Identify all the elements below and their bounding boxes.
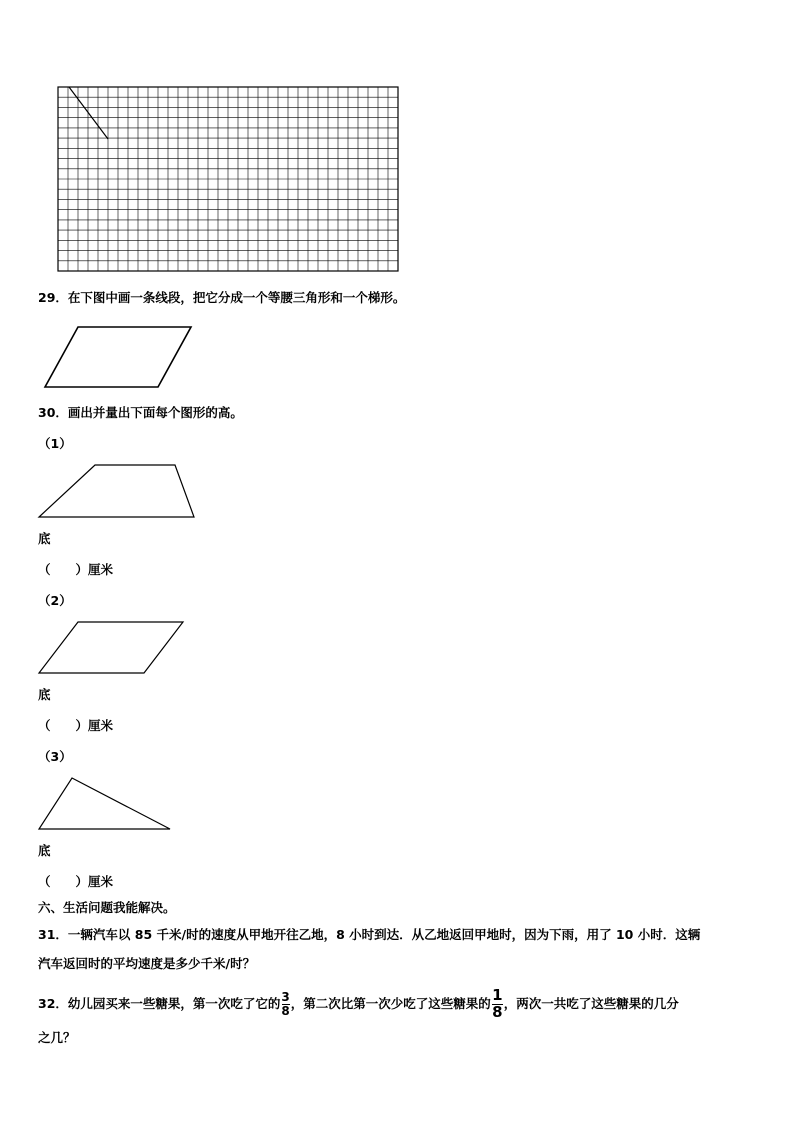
answer-blank-1: （ ）厘米: [38, 562, 114, 577]
part-label-3: （3）: [38, 749, 72, 764]
question-31-line2: 汽车返回时的平均速度是多少千米/时？: [38, 956, 256, 971]
question-31: [38, 929, 700, 942]
section-heading: 六、生活问题我能解决。: [38, 900, 176, 915]
question-number: 32．: [38, 996, 68, 1011]
question-text-line1: 一辆汽车以 85 千米/时的速度从甲地开往乙地，8 小时到达．从乙地返回甲地时，因为下雨，用了 10 小时．这辆: [67, 927, 701, 942]
fraction-3-8: $\frac{3}{8}$: [281, 990, 290, 1018]
question-number: 29．: [38, 290, 68, 305]
base-label-2: 底: [38, 687, 51, 702]
question-text-b: ，第二次比第一次少吃了这些糖果的: [290, 996, 491, 1011]
question-number: 31．: [38, 927, 68, 942]
question-text-a: 幼儿园买来一些糖果，第一次吃了它的: [67, 996, 281, 1011]
question-text: 画出并量出下面每个图形的高。: [67, 405, 243, 420]
question-32: [38, 986, 679, 1022]
answer-blank-3: （ ）厘米: [38, 874, 114, 889]
answer-blank-2: （ ）厘米: [38, 718, 114, 733]
question-32-line2: 之几？: [38, 1030, 76, 1045]
fraction-1-8: $\frac{1}{8}$: [492, 986, 503, 1021]
base-label-3: 底: [38, 843, 51, 858]
question-text: 在下图中画一条线段，把它分成一个等腰三角形和一个梯形。: [67, 290, 406, 305]
question-text-c: ，两次一共吃了这些糖果的几分: [503, 996, 679, 1011]
question-number: 30．: [38, 405, 68, 420]
part-label-2: （2）: [38, 593, 72, 608]
base-label-1: 底: [38, 531, 51, 546]
part-label-1: （1）: [38, 436, 72, 451]
